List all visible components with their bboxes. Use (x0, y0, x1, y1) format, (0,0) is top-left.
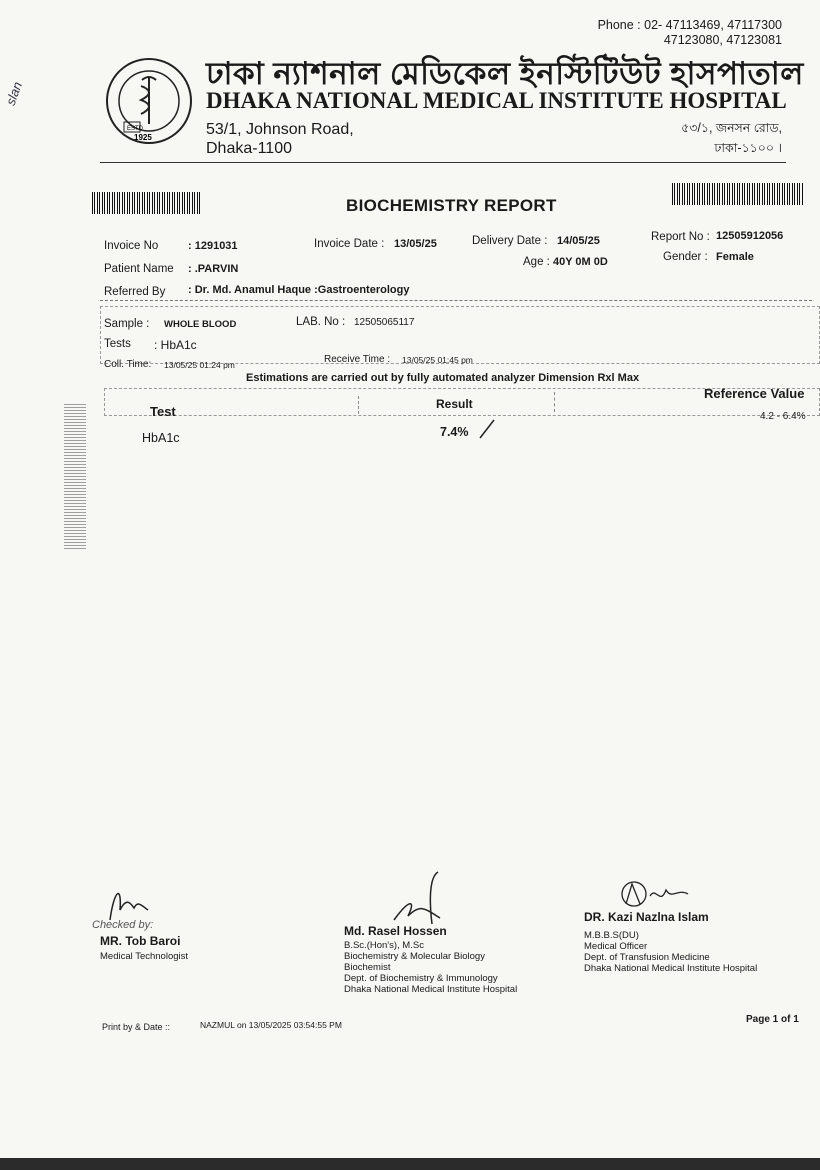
hospital-name-english: DHAKA NATIONAL MEDICAL INSTITUTE HOSPITAL (206, 88, 787, 113)
tests-value: : HbA1c (154, 338, 197, 352)
tests-label: Tests (104, 338, 131, 350)
officer-line-3: Dept. of Transfusion Medicine (584, 952, 710, 963)
result-row-test: HbA1c (142, 431, 180, 445)
result-row-reference: 4.2 - 6.4% (760, 411, 806, 422)
checkmark-icon (478, 418, 496, 440)
referred-by-label: Referred By (104, 286, 166, 298)
col-divider-2 (554, 392, 555, 412)
biochemist-line-1: B.Sc.(Hon's), M.Sc (344, 940, 424, 951)
officer-name: DR. Kazi Nazlna Islam (584, 910, 709, 924)
hospital-address-bangla (681, 118, 782, 158)
address-line-1: 53/1, Johnson Road, (206, 121, 354, 138)
print-value: NAZMUL on 13/05/2025 03:54:55 PM (200, 1020, 342, 1030)
barcode-right (672, 183, 804, 205)
officer-signature-icon (616, 876, 716, 912)
biochemist-name: Md. Rasel Hossen (344, 924, 447, 938)
gender-label: Gender : (663, 251, 708, 263)
sample-value: WHOLE BLOOD (164, 319, 237, 330)
result-row-value: 7.4% (440, 425, 469, 439)
phone-line-2: 47123080, 47123081 (663, 33, 782, 47)
print-label: Print by & Date :: (102, 1022, 171, 1032)
referred-by-value: : Dr. Md. Anamul Haque :Gastroenterology (188, 284, 410, 296)
col-divider-1 (358, 396, 359, 414)
delivery-date-value: 14/05/25 (557, 235, 600, 247)
coll-time-value: 13/05/25 01:24 pm (164, 360, 235, 370)
hospital-logo-icon (104, 56, 194, 146)
svg-text:1925: 1925 (134, 133, 152, 142)
invoice-no-label: Invoice No (104, 240, 159, 252)
address-line-2: Dhaka-1100 (206, 140, 292, 157)
side-barcode-strip (64, 404, 86, 550)
phone-line-1: Phone : 02- 47113469, 47117300 (597, 18, 782, 32)
phone-numbers (598, 18, 782, 48)
patient-divider (100, 300, 812, 301)
receive-time-value: 13/05/25 01:45 pm (402, 355, 473, 365)
invoice-date-value: 13/05/25 (394, 238, 437, 250)
patient-name-value: : .PARVIN (188, 263, 239, 275)
report-no-label: Report No : (651, 231, 710, 243)
lab-no-label: LAB. No : (296, 316, 346, 328)
biochemist-signature-icon (380, 868, 460, 930)
lab-no-value: 12505065117 (354, 317, 415, 328)
biochemist-line-2: Biochemistry & Molecular Biology (344, 951, 485, 962)
barcode-left (92, 192, 200, 214)
officer-credentials (584, 930, 757, 974)
underlying-paper-text-2: slan (2, 79, 26, 108)
biochemist-line-4: Dept. of Biochemistry & Immunology (344, 973, 498, 984)
biochemist-line-3: Biochemist (344, 962, 391, 973)
address-bangla-line-1: ৫৩/১, জনসন রোড, (681, 121, 782, 135)
technologist-name: MR. Tob Baroi (100, 934, 181, 948)
report-no-value: 12505912056 (716, 230, 784, 242)
svg-text:ESTD: ESTD (127, 126, 144, 132)
officer-line-1: M.B.B.S(DU) (584, 930, 639, 941)
report-title: BIOCHEMISTRY REPORT (346, 196, 557, 215)
page-number: Page 1 of 1 (746, 1014, 799, 1025)
coll-time-label: Coll. Time: (104, 359, 152, 370)
analyzer-note: Estimations are carried out by fully automated analyzer Dimension Rxl Max (246, 372, 640, 384)
checked-by-label: Checked by: (92, 919, 154, 931)
officer-line-2: Medical Officer (584, 941, 648, 952)
sample-label: Sample : (104, 318, 150, 330)
header-divider (100, 162, 786, 163)
biochemist-line-5: Dhaka National Medical Institute Hospital (344, 984, 518, 995)
col-reference-header: Reference Value (704, 386, 805, 401)
address-bangla-line-2: ঢাকা-১১০০ । (714, 141, 782, 155)
patient-name-label: Patient Name (104, 263, 174, 275)
receive-time-label: Receive Time : (324, 354, 391, 365)
technologist-title: Medical Technologist (100, 951, 189, 962)
invoice-no-value: : 1291031 (188, 240, 238, 252)
biochemist-credentials (344, 940, 517, 995)
col-test-header: Test (150, 404, 176, 419)
col-result-header: Result (436, 397, 473, 411)
age-label: Age : (523, 256, 550, 268)
hospital-name-bangla: ঢাকা ন্যাশনাল মেডিকেল ইনস্টিটিউট হাসপাতাল (206, 56, 804, 91)
delivery-date-label: Delivery Date : (472, 235, 548, 247)
age-value: 40Y 0M 0D (553, 256, 608, 268)
officer-line-4: Dhaka National Medical Institute Hospital (584, 963, 758, 974)
invoice-date-label: Invoice Date : (314, 238, 385, 250)
gender-value: Female (716, 251, 754, 263)
hospital-address (206, 120, 354, 158)
